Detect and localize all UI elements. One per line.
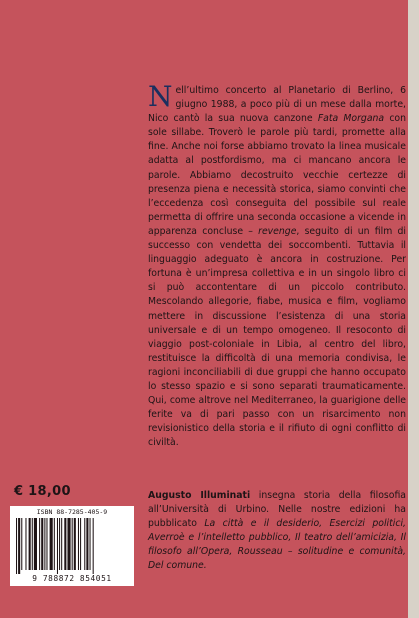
author-works: La città e il desiderio, Esercizi politici, Averroè e l’intelletto pubblico, Il teatro dell’amicizia, Il filosofo all’Opera, Rousseau – solitudine e comunità, Del comune. xyxy=(148,518,407,572)
blurb-song-title: Fata Morgana xyxy=(317,113,385,125)
barcode-bar xyxy=(67,518,70,570)
barcode-bar xyxy=(80,518,81,570)
barcode-bar xyxy=(93,518,94,574)
barcode-bar xyxy=(57,518,58,574)
barcode-bar xyxy=(90,518,91,570)
barcode-bar xyxy=(34,518,37,570)
barcode-bar xyxy=(25,518,26,570)
barcode-bar xyxy=(41,518,43,570)
ean-number: 9 788872 854051 xyxy=(32,574,112,583)
barcode-bar xyxy=(74,518,76,570)
barcode-bar xyxy=(39,518,40,570)
blurb-part-2: con sole sillabe. Troverò le parole più tardi, promette alla fine. Anche noi forse abbiamo trovato la linea musicale adatta al postfordismo, ma ci mancano ancora le parole. Abbiamo decostruito vecchie certezze di presenza piena e necessità storica, siamo convinti che l’eccedenza così conseguita del possibile sul reale permetta di offrire una seconda occasione a vicende in apparenza concluse – xyxy=(148,113,407,237)
barcode-bar xyxy=(46,518,47,570)
barcode-bar xyxy=(78,518,79,570)
barcode-bar xyxy=(54,518,55,570)
isbn-barcode xyxy=(10,506,134,586)
barcode-bar xyxy=(72,518,73,570)
paper-edge xyxy=(408,0,419,618)
barcode-bar xyxy=(61,518,62,570)
barcode-bar xyxy=(59,518,60,570)
blurb-revenge-word: revenge xyxy=(258,225,297,237)
blurb-part-3: , seguito di un film di successo con vendetta dei soccombenti. Tuttavia il linguaggio adeguato è ancora in costruzione. Per fortuna è un’impresa collettiva e in un singolo libro ci si può accontentare di un piccolo contributo. Mescolando allegorie, fiabe, musica e film, vogliamo mettere in discussione l’esistenza di una storia universale e di un tempo omogeneo. Il resoconto di viaggio post-coloniale in Libia, al centro del libro, restituisce la difficoltà di una memoria condivisa, le ragioni inconciliabili di due gruppi che hanno occupato lo stesso spazio e si sono separati traumaticamente. Qui, come altrove nel Mediterraneo, la guarigione delle ferite va di pari passo con un risarcimento non revisionistico della storia e il rifiuto di ogni conflitto di civiltà. xyxy=(148,225,406,449)
blurb-part-1: ell’ultimo concerto al Planetario di Berlino, 6 giugno 1988, a poco più di un mese dalla morte, Nico cantò la sua nuova canzone xyxy=(148,85,406,125)
author-name: Augusto Illuminati xyxy=(148,490,251,501)
isbn-number: ISBN 88-7285-405-9 xyxy=(36,508,108,516)
barcode-bar xyxy=(50,518,53,570)
barcode-bars xyxy=(16,518,128,574)
barcode-bar xyxy=(64,518,66,570)
barcode-bar xyxy=(32,518,33,570)
drop-cap-letter: N xyxy=(148,80,173,113)
barcode-bar xyxy=(21,518,22,570)
blurb-text xyxy=(148,80,407,450)
barcode-bar xyxy=(18,518,20,574)
author-bio: insegna storia della filosofia all’Università di Urbino. Nelle nostre edizioni ha pubblicato xyxy=(148,490,406,530)
author-note xyxy=(148,489,406,574)
barcode-bar xyxy=(86,518,88,570)
price-label: € 18,00 xyxy=(14,484,71,499)
barcode-bar xyxy=(84,518,85,570)
barcode-bar xyxy=(16,518,17,574)
barcode-bar xyxy=(44,518,45,570)
barcode-bar xyxy=(29,518,31,570)
